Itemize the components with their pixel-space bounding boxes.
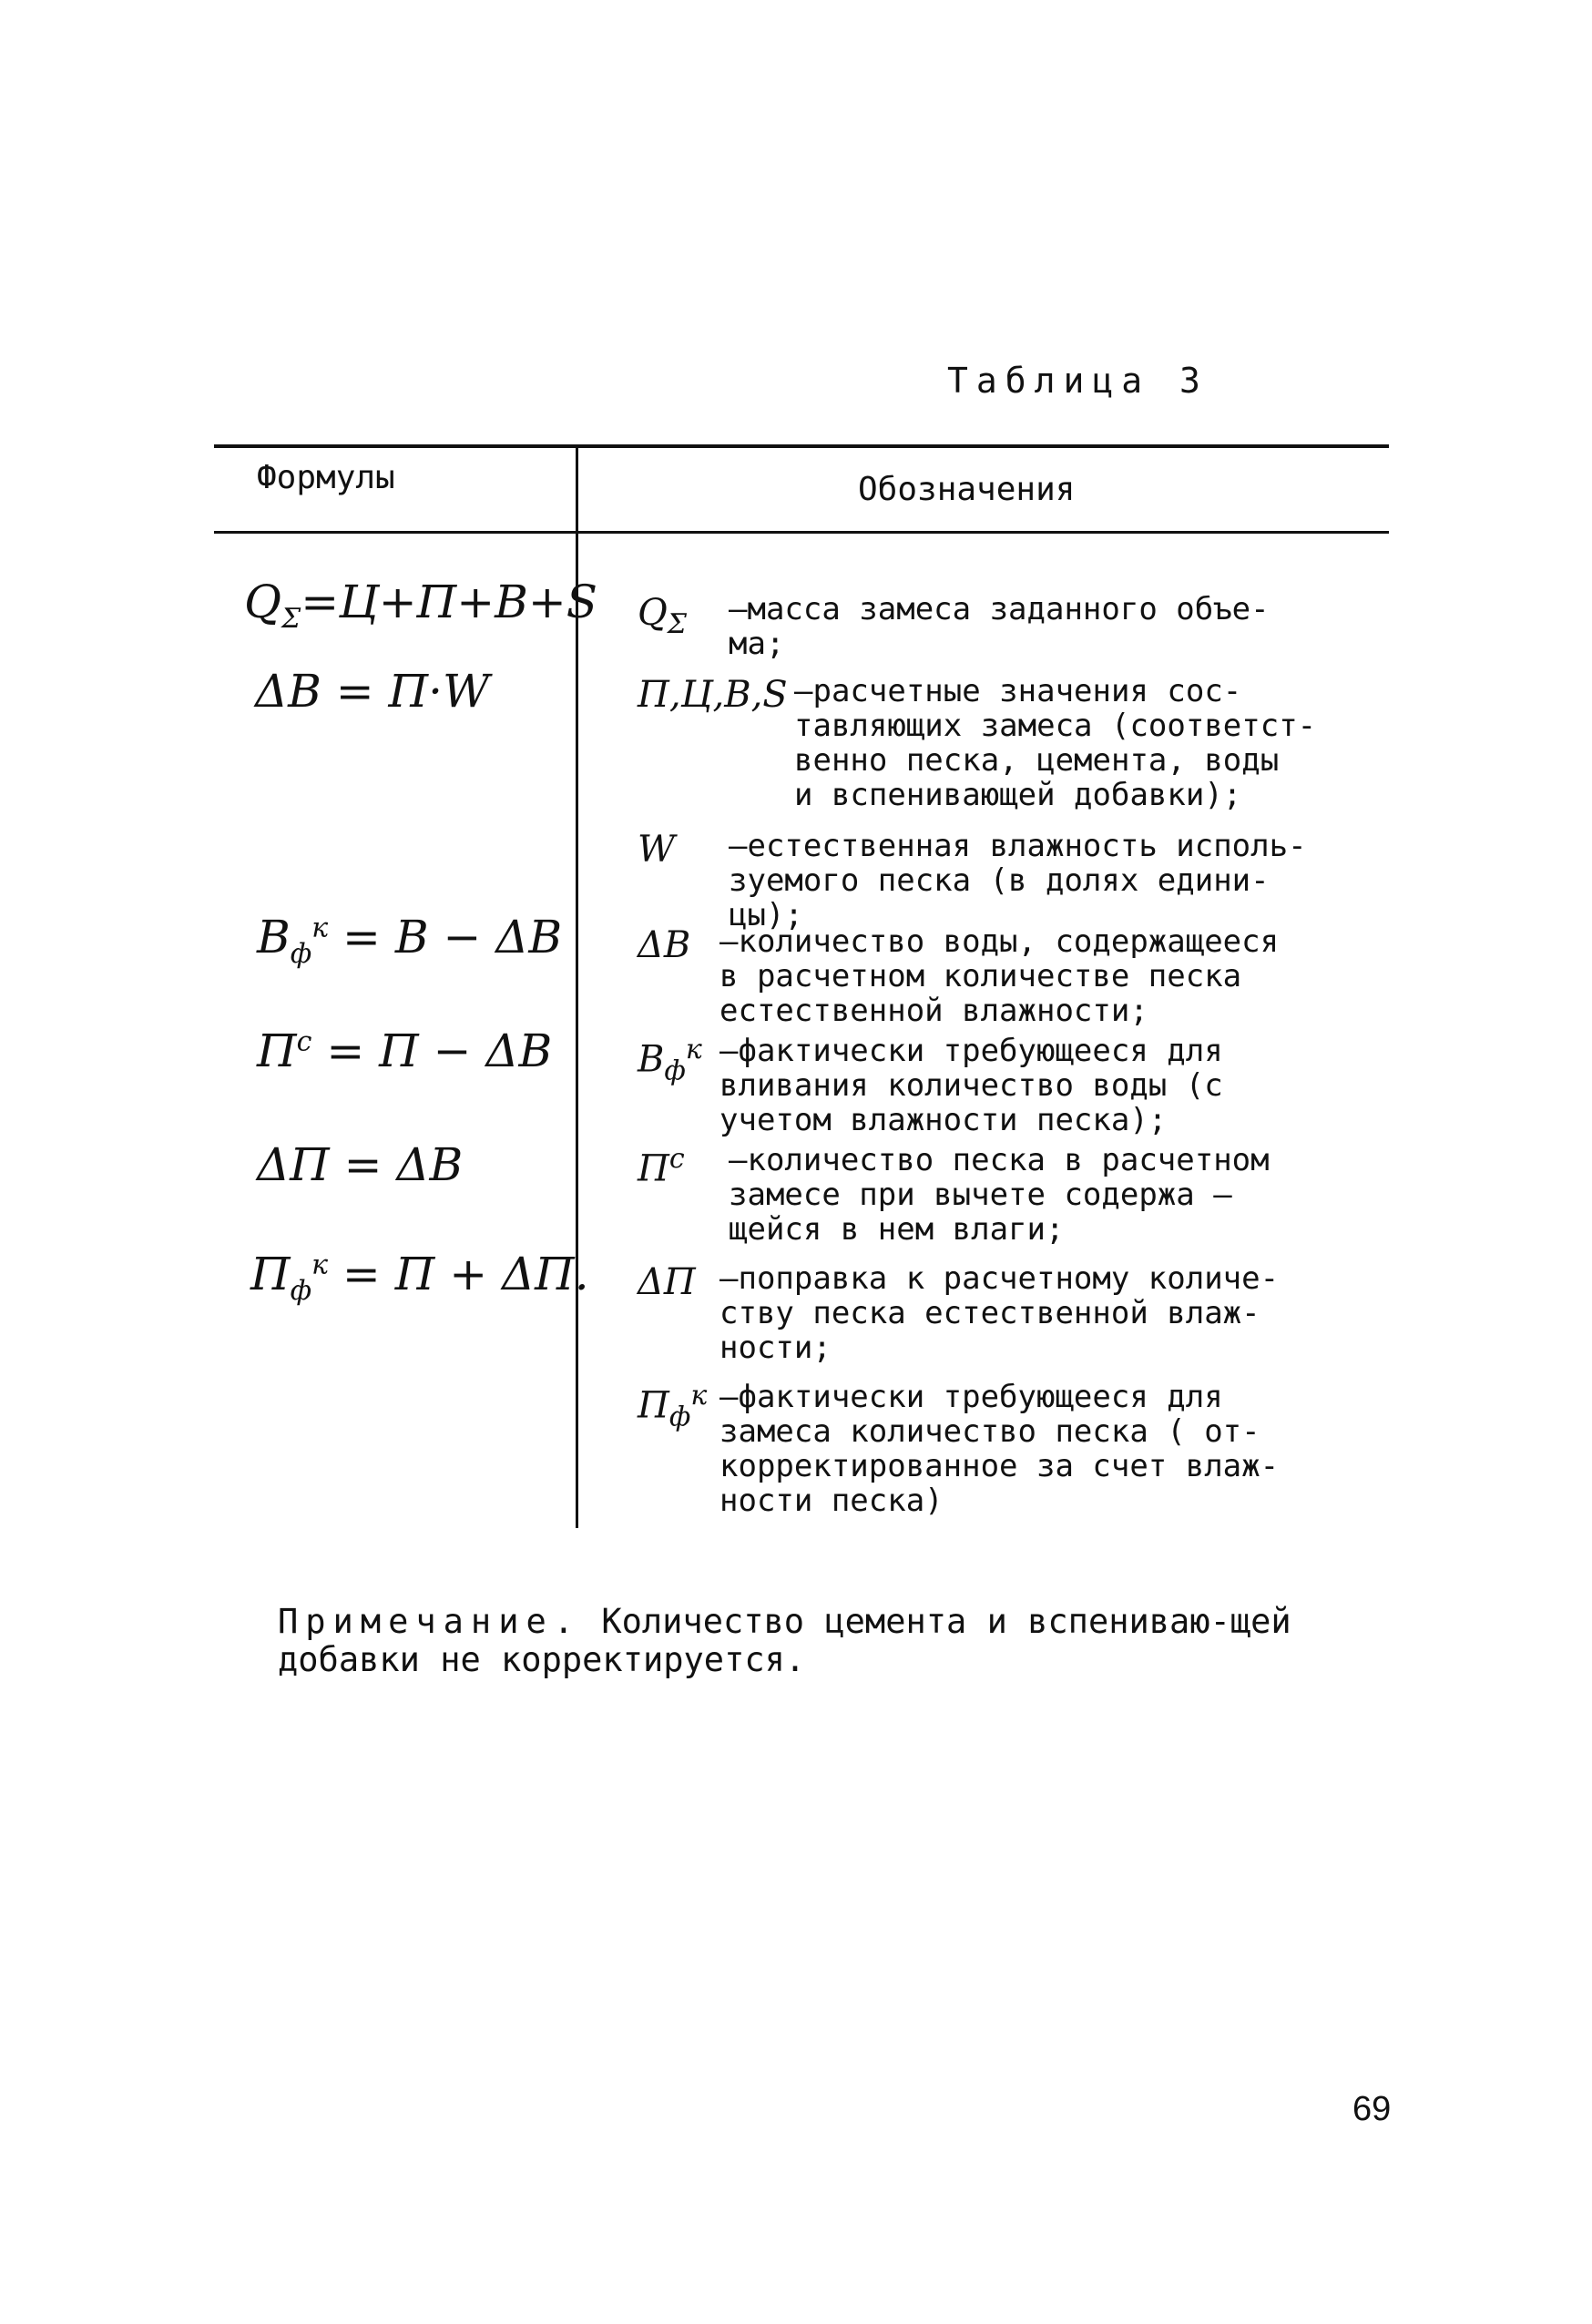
entry-symbol: $П_ф^к$ bbox=[638, 1380, 708, 1433]
page-number: 69 bbox=[1352, 2090, 1392, 2128]
formula-total-mass: $Q_\Sigma=Ц+П+В+Ѕ$ bbox=[244, 576, 597, 635]
entry-text: –количество песка в расчетном замесе при вычете содержа – щейся в нем влаги; bbox=[729, 1142, 1270, 1248]
entry-text: –количество воды, содержащееся в расчетном количестве песка естественной влажности; bbox=[719, 923, 1280, 1029]
header-notation: Обозначения bbox=[858, 471, 1076, 508]
table-title: Таблица 3 bbox=[947, 361, 1209, 401]
formula-water-actual: $В_ф^к = В - \Delta В$ bbox=[257, 911, 563, 970]
entry-text: –фактически требующееся для вливания количество воды (с учетом влажности песка); bbox=[719, 1033, 1223, 1138]
table-top-rule bbox=[214, 444, 1389, 448]
entry-text: –естественная влажность исполь- зуемого песка (в долях едини- цы); bbox=[729, 828, 1307, 933]
entry-text: –поправка к расчетному количе- ству песка естественной влаж- ности; bbox=[719, 1260, 1280, 1366]
formula-delta-water: ΔВ = П·W bbox=[255, 665, 490, 718]
formula-sand-actual: $П_ф^к = П + \Delta П$. bbox=[250, 1248, 589, 1307]
entry-text: –фактически требующееся для замеса количество песка ( от- корректированное за счет влаж- ности песка) bbox=[719, 1379, 1280, 1519]
table-note bbox=[278, 1603, 1407, 1679]
entry-symbol: П,Ц,В,Ѕ bbox=[638, 674, 788, 716]
entry-symbol: ΔВ bbox=[638, 924, 691, 966]
note-text: Количество цемента и вспениваю-щей добавки не корректируется. bbox=[278, 1602, 1291, 1679]
entry-text: –расчетные значения сос- тавляющих замеса (соответст- венно песка, цемента, воды и вспенивающей добавки); bbox=[794, 673, 1317, 813]
entry-symbol: ΔП bbox=[638, 1261, 696, 1303]
table-header-rule bbox=[214, 531, 1389, 534]
entry-symbol: W bbox=[638, 829, 676, 871]
formula-delta-sand: ΔП = ΔВ bbox=[257, 1138, 464, 1191]
note-lead: Примечание. bbox=[278, 1602, 582, 1641]
entry-symbol: $Q_\Sigma$ bbox=[638, 592, 688, 640]
formula-sand-dry: $П^с = П - \Delta В$ bbox=[257, 1024, 553, 1077]
header-formulas: Формулы bbox=[257, 459, 395, 496]
entry-symbol: $П^с$ bbox=[638, 1143, 685, 1190]
entry-symbol: $В_ф^к$ bbox=[638, 1034, 702, 1087]
entry-text: –масса замеса заданного объе- ма; bbox=[729, 591, 1270, 662]
